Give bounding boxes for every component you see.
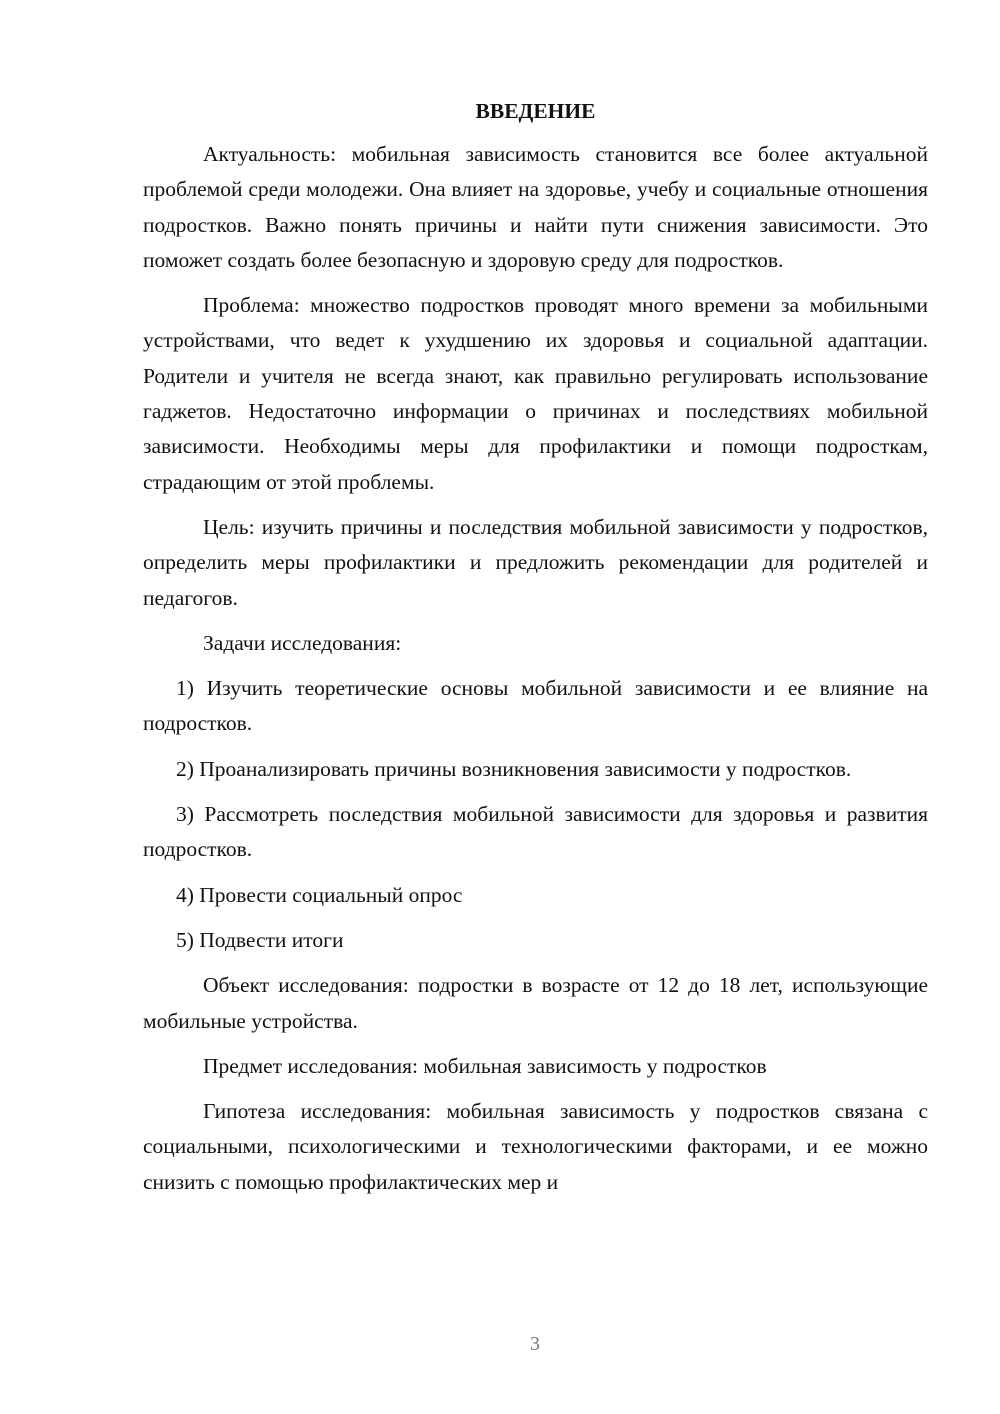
paragraph-problem: Проблема: множество подростков проводят много времени за мобильными устройствами, что ведет к ухудшению их здоровья и социальной адаптации. Родители и учителя не всегда знают, как правильно регулировать использование гаджетов. Недостаточно информации о причинах и последствиях мобильной зависимости. Необходимы меры для профилактики и помощи подросткам, страдающим от этой проблемы.: [143, 293, 928, 494]
paragraph-relevance: Актуальность: мобильная зависимость становится все более актуальной проблемой среди молодежи. Она влияет на здоровье, учебу и социальные отношения подростков. Важно понять причины и найти пути снижения зависимости. Это поможет создать более безопасную и здоровую среду для подростков.: [143, 142, 928, 272]
page-number: 3: [530, 1333, 540, 1355]
paragraph-subject: Предмет исследования: мобильная зависимость у подростков: [203, 1053, 767, 1078]
paragraph-goal: Цель: изучить причины и последствия мобильной зависимости у подростков, определить меры профилактики и предложить рекомендации для родителей и педагогов.: [143, 514, 928, 610]
task-item: 1) Изучить теоретические основы мобильной зависимости и ее влияние на подростков.: [143, 676, 928, 736]
tasks-heading: Задачи исследования:: [203, 630, 402, 655]
paragraph-object: Объект исследования: подростки в возрасте от 12 до 18 лет, использующие мобильные устройства.: [143, 973, 928, 1033]
task-item: 3) Рассмотреть последствия мобильной зависимости для здоровья и развития подростков.: [143, 802, 928, 862]
task-item: 4) Провести социальный опрос: [176, 882, 463, 907]
paragraph-hypothesis: Гипотеза исследования: мобильная зависимость у подростков связана с социальными, психологическими и технологическими факторами, и ее можно снизить с помощью профилактических мер и: [143, 1099, 928, 1194]
page-title: ВВЕДЕНИЕ: [475, 99, 596, 123]
task-item: 5) Подвести итоги: [176, 927, 344, 952]
document-page: [143, 95, 928, 1200]
task-item: 2) Проанализировать причины возникновения зависимости у подростков.: [176, 756, 852, 781]
